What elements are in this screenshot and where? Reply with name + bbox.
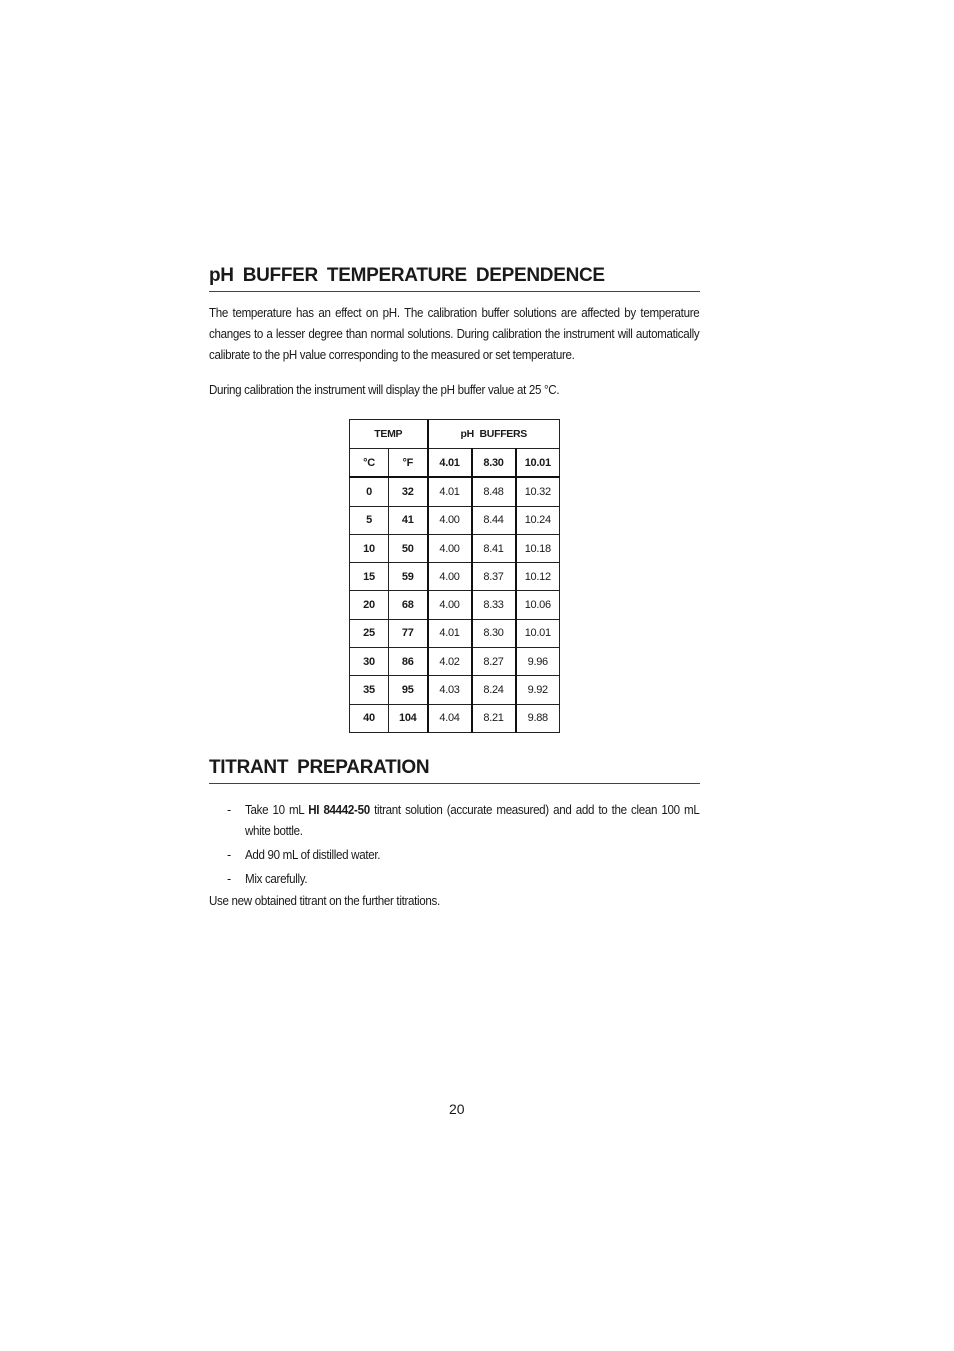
temp-celsius: 35 [350,676,389,704]
temp-celsius: 25 [350,619,389,647]
section-titrant-preparation [209,757,700,784]
buffer-value: 8.30 [472,619,516,647]
temp-fahrenheit: 50 [389,534,428,562]
list-dash: - [227,848,231,862]
table-row [350,648,560,676]
list-item [209,869,700,890]
temp-fahrenheit: 32 [389,477,428,506]
table-row [350,704,560,732]
step-text: titrant solution (accurate measured) and add to the clean 100 mL white bottle. [245,803,700,838]
temp-fahrenheit: 95 [389,676,428,704]
temp-celsius: 20 [350,591,389,619]
buffer-value: 4.01 [428,619,472,647]
closing-wrap [209,891,700,912]
buffer-value: 8.21 [472,704,516,732]
product-code: HI 84442-50 [308,803,370,817]
buffer-value: 10.06 [516,591,560,619]
buffer-value: 8.41 [472,534,516,562]
buffer-value: 4.04 [428,704,472,732]
buffer-value: 8.24 [472,676,516,704]
buffer-value: 10.12 [516,563,560,591]
buffer-value: 4.03 [428,676,472,704]
temp-fahrenheit: 68 [389,591,428,619]
table-row [350,477,560,506]
temp-fahrenheit: 104 [389,704,428,732]
buffer-label: 10.01 [516,449,560,478]
temp-celsius: 0 [350,477,389,506]
buffers-header: pH BUFFERS [428,420,560,449]
page-number: 20 [449,1101,465,1117]
section-buffer-temperature [209,265,700,292]
buffer-value: 4.00 [428,506,472,534]
temp-header: TEMP [350,420,428,449]
table-row [350,534,560,562]
table-row [350,563,560,591]
buffer-label: 4.01 [428,449,472,478]
buffer-value: 8.37 [472,563,516,591]
intro-paragraph: The temperature has an effect on pH. The calibration buffer solutions are affected by temperature changes to a lesser degree than normal solutions. During calibration the instrument will automatically calibrate to the pH value corresponding to the measured or set temperature. [209,306,700,362]
buffer-value: 10.32 [516,477,560,506]
buffer-value: 9.88 [516,704,560,732]
buffer-value: 10.24 [516,506,560,534]
buffer-value: 4.00 [428,591,472,619]
buffer-value: 4.02 [428,648,472,676]
step-text: Take 10 mL [245,803,309,817]
calibration-note: During calibration the instrument will display the pH buffer value at 25 °C. [209,383,560,397]
ph-buffer-table [349,419,560,733]
temp-celsius: 10 [350,534,389,562]
step-text: Mix carefully. [245,872,308,886]
buffer-value: 4.00 [428,563,472,591]
intro-paragraph-wrap [209,303,700,366]
titrant-steps-wrap [209,800,700,893]
buffer-value: 9.96 [516,648,560,676]
temp-celsius: 40 [350,704,389,732]
temp-fahrenheit: 77 [389,619,428,647]
temp-celsius: 30 [350,648,389,676]
buffer-label: 8.30 [472,449,516,478]
step-text: Add 90 mL of distilled water. [245,848,381,862]
table-row [350,619,560,647]
unit-fahrenheit: °F [389,449,428,478]
buffer-value: 9.92 [516,676,560,704]
buffer-value: 4.00 [428,534,472,562]
temp-fahrenheit: 59 [389,563,428,591]
section-title: TITRANT PREPARATION [209,757,700,784]
table-row [350,506,560,534]
list-dash: - [227,872,231,886]
buffer-value: 4.01 [428,477,472,506]
calibration-note-wrap [209,380,700,401]
list-item [209,845,700,866]
table-row [350,676,560,704]
temp-fahrenheit: 86 [389,648,428,676]
buffer-value: 8.33 [472,591,516,619]
closing-text: Use new obtained titrant on the further titrations. [209,894,440,908]
unit-celsius: °C [350,449,389,478]
buffer-value: 10.01 [516,619,560,647]
list-dash: - [227,803,231,817]
list-item [209,800,700,842]
buffer-value: 8.27 [472,648,516,676]
section-title: pH BUFFER TEMPERATURE DEPENDENCE [209,265,700,292]
table-row [350,591,560,619]
temp-celsius: 5 [350,506,389,534]
temp-fahrenheit: 41 [389,506,428,534]
buffer-value: 8.48 [472,477,516,506]
buffer-value: 8.44 [472,506,516,534]
buffer-value: 10.18 [516,534,560,562]
titrant-steps [209,800,700,890]
temp-celsius: 15 [350,563,389,591]
